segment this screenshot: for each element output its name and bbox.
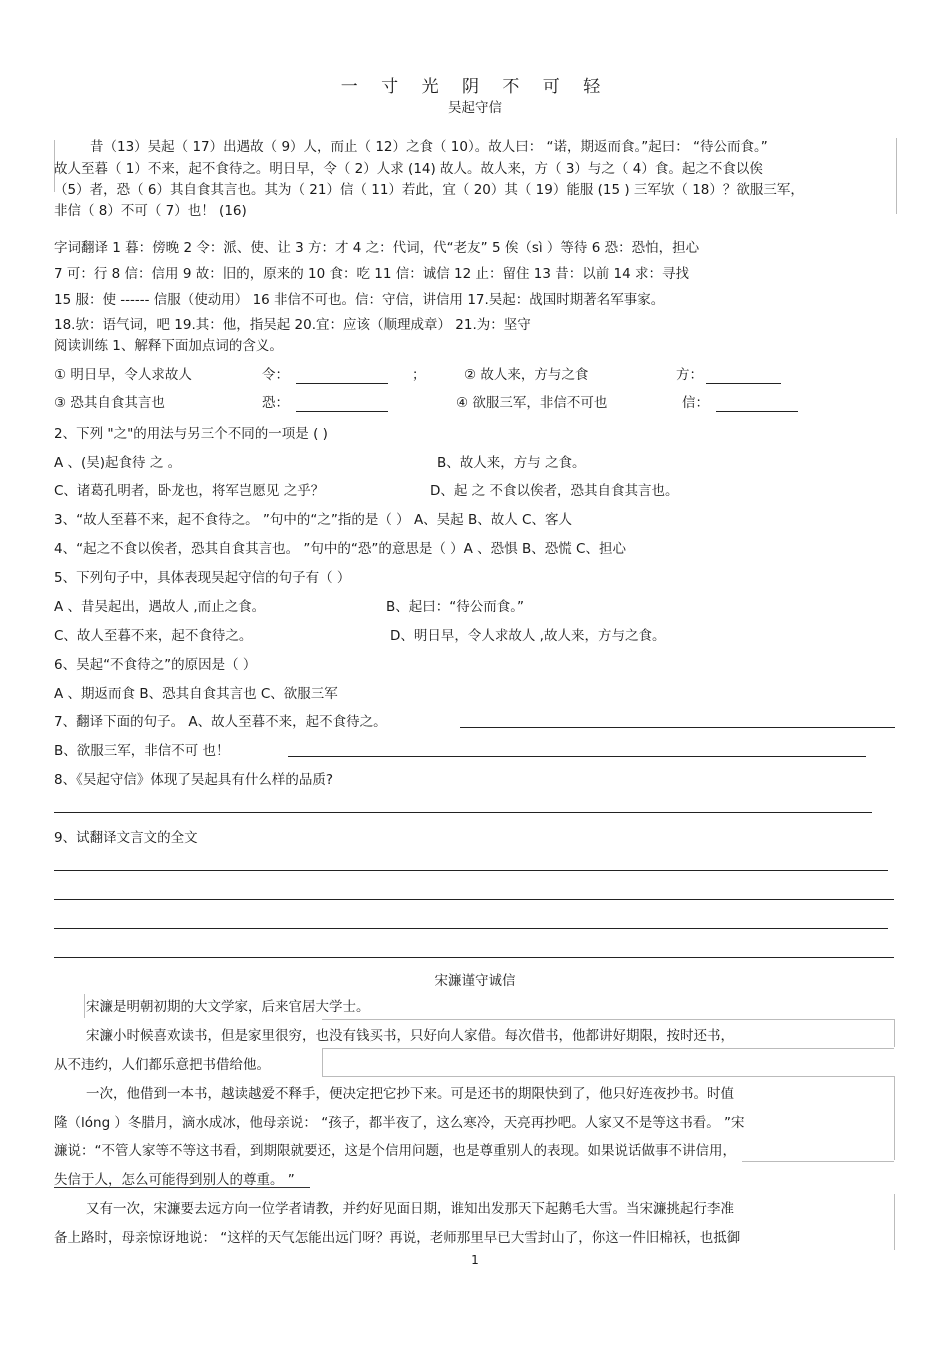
- glossary-line: 字词翻译 1 暮：傍晚 2 令：派、使、让 3 方：才 4 之：代词，代“老友” 5 俟（sì ）等待 6 恐：恐怕，担心: [54, 240, 700, 256]
- question-8: 8、《吴起守信》体现了吴起具有什么样的品质?: [54, 772, 334, 788]
- question-9: 9、试翻译文言文的全文: [54, 830, 198, 846]
- glossary-line: 18.欤：语气词，吧 19.其：他，指吴起 20.宜：应该（顺理成章） 21.为：坚守: [54, 317, 531, 333]
- scan-border: [742, 1161, 894, 1162]
- answer-line[interactable]: [54, 870, 888, 871]
- story-line: 宋濂小时候喜欢读书，但是家里很穷，也没有钱买书，只好向人家借。每次借书，他都讲好期限，按时还书，: [86, 1028, 734, 1044]
- passage-line: 昔（13）吴起（ 17）出遇故（ 9）人，而止（ 12）之食（ 10）。故人曰： “诺，期返而食。”起曰： “待公而食。”: [90, 139, 768, 155]
- q7-part-b: B、欲服三军，非信不可 也！: [54, 743, 230, 759]
- story-line: 濂说：“不管人家等不等这书看，到期限就要还，这是个信用问题，也是尊重别人的表现。如果说话做事不讲信用，: [54, 1143, 736, 1159]
- q6-options: A 、期返而食 B、恐其自食其言也 C、欲服三军: [54, 686, 338, 702]
- q1-label-4: 信：: [682, 395, 709, 411]
- scan-border: [322, 1076, 894, 1077]
- answer-blank[interactable]: [706, 383, 781, 384]
- story-line: 从不违约，人们都乐意把书借给他。: [54, 1057, 270, 1073]
- scan-border: [84, 994, 85, 1018]
- underline-mark: [54, 1187, 310, 1188]
- passage-line: 故人至暮（ 1）不来，起不食待之。明日早，令（ 2）人求 (14) 故人。故人来，方（ 3）与之（ 4）食。起之不食以俟: [54, 161, 763, 177]
- question-4: 4、“起之不食以俟者，恐其自食其言也。 ”句中的“恐”的意思是（ ）A 、恐惧 B、恐慌 C、担心: [54, 541, 626, 557]
- q1-item-4: ④ 欲服三军，非信不可也: [456, 395, 608, 411]
- question-2: 2、下列 "之"的用法与另三个不同的一项是 ( ): [54, 426, 328, 442]
- passage-title: 吴起守信: [448, 100, 502, 116]
- story-line: 宋濂是明朝初期的大文学家，后来官居大学士。: [86, 999, 370, 1015]
- q5-option-d: D、明日早，令人求故人 ,故人来，方与之食。: [390, 628, 666, 644]
- q5-option-c: C、故人至暮不来，起不食待之。: [54, 628, 253, 644]
- q2-option-a: A 、(吴)起食待 之 。: [54, 455, 182, 471]
- q1-item-3: ③ 恐其自食其言也: [54, 395, 165, 411]
- q1-label-2: 方：: [676, 367, 703, 383]
- q1-separator: ；: [412, 367, 426, 383]
- story-line: 失信于人，怎么可能得到别人的尊重。 ”: [54, 1172, 295, 1188]
- answer-blank[interactable]: [296, 383, 388, 384]
- answer-blank[interactable]: [716, 411, 798, 412]
- answer-line[interactable]: [54, 957, 894, 958]
- answer-line[interactable]: [54, 899, 894, 900]
- q1-label-1: 令：: [262, 367, 289, 383]
- scan-border: [322, 1048, 894, 1049]
- page-title: 一 寸 光 阴 不 可 轻: [340, 77, 610, 97]
- story-line: 备上路时，母亲惊讶地说： “这样的天气怎能出远门呀？再说，老师那里早已大雪封山了，你这一件旧棉袄，也抵御: [54, 1230, 741, 1246]
- q2-option-b: B、故人来，方与 之食。: [437, 455, 586, 471]
- passage-line: 非信（ 8）不可（ 7）也！ (16): [54, 203, 247, 219]
- glossary-line: 15 服：使 ------ 信服（使动用） 16 非信不可也。信：守信，讲信用 17.吴起：战国时期著名军事家。: [54, 292, 665, 308]
- exercise-heading: 阅读训练 1、解释下面加点词的含义。: [54, 338, 283, 354]
- question-7: 7、翻译下面的句子。 A、故人至暮不来，起不食待之。: [54, 714, 387, 730]
- scan-border: [894, 1076, 895, 1160]
- q2-option-c: C、诸葛孔明者，卧龙也，将军岂愿见 之乎？: [54, 483, 325, 499]
- q1-item-1: ① 明日早，令人求故人: [54, 367, 192, 383]
- scan-border: [322, 1048, 323, 1076]
- scan-border: [322, 1019, 894, 1020]
- page-number: 1: [471, 1253, 479, 1267]
- q1-item-2: ② 故人来，方与之食: [464, 367, 589, 383]
- story-line: 一次，他借到一本书，越读越爱不释手，便决定把它抄下来。可是还书的期限快到了，他只好连夜抄书。时值: [86, 1086, 734, 1102]
- q5-option-a: A 、昔吴起出，遇故人 ,而止之食。: [54, 599, 266, 615]
- story-title: 宋濂谨守诚信: [434, 973, 516, 989]
- q2-option-d: D、起 之 不食以俟者，恐其自食其言也。: [430, 483, 679, 499]
- scan-border: [894, 1019, 895, 1047]
- answer-blank[interactable]: [296, 411, 388, 412]
- story-line: 隆（lóng ）冬腊月，滴水成冰，他母亲说： “孩子，都半夜了，这么寒冷，天亮再抄吧。人家又不是等这书看。 ”宋: [54, 1115, 745, 1131]
- scan-border: [894, 1194, 895, 1250]
- question-5: 5、下列句子中，具体表现吴起守信的句子有（ ）: [54, 570, 351, 586]
- q5-option-b: B、起曰：“待公而食。”: [386, 599, 524, 615]
- glossary-line: 7 可：行 8 信：信用 9 故：旧的，原来的 10 食：吃 11 信：诚信 12 止：留住 13 昔：以前 14 求：寻找: [54, 266, 690, 282]
- q1-label-3: 恐：: [262, 395, 289, 411]
- answer-line[interactable]: [54, 812, 872, 813]
- answer-line[interactable]: [460, 727, 895, 728]
- question-6: 6、吴起“不食待之”的原因是（ ）: [54, 657, 257, 673]
- scan-border: [896, 138, 897, 214]
- answer-line[interactable]: [54, 928, 888, 929]
- question-3: 3、“故人至暮不来，起不食待之。 ”句中的“之”指的是（ ） A、吴起 B、故人 C、客人: [54, 512, 572, 528]
- story-line: 又有一次，宋濂要去远方向一位学者请教，并约好见面日期，谁知出发那天下起鹅毛大雪。当宋濂挑起行李准: [86, 1201, 734, 1217]
- answer-line[interactable]: [288, 756, 866, 757]
- passage-line: （5）者，恐（ 6）其自食其言也。其为（ 21）信（ 11）若此，宜（ 20）其（ 19）能服 (15 ) 三军欤（ 18）？欲服三军，: [54, 182, 804, 198]
